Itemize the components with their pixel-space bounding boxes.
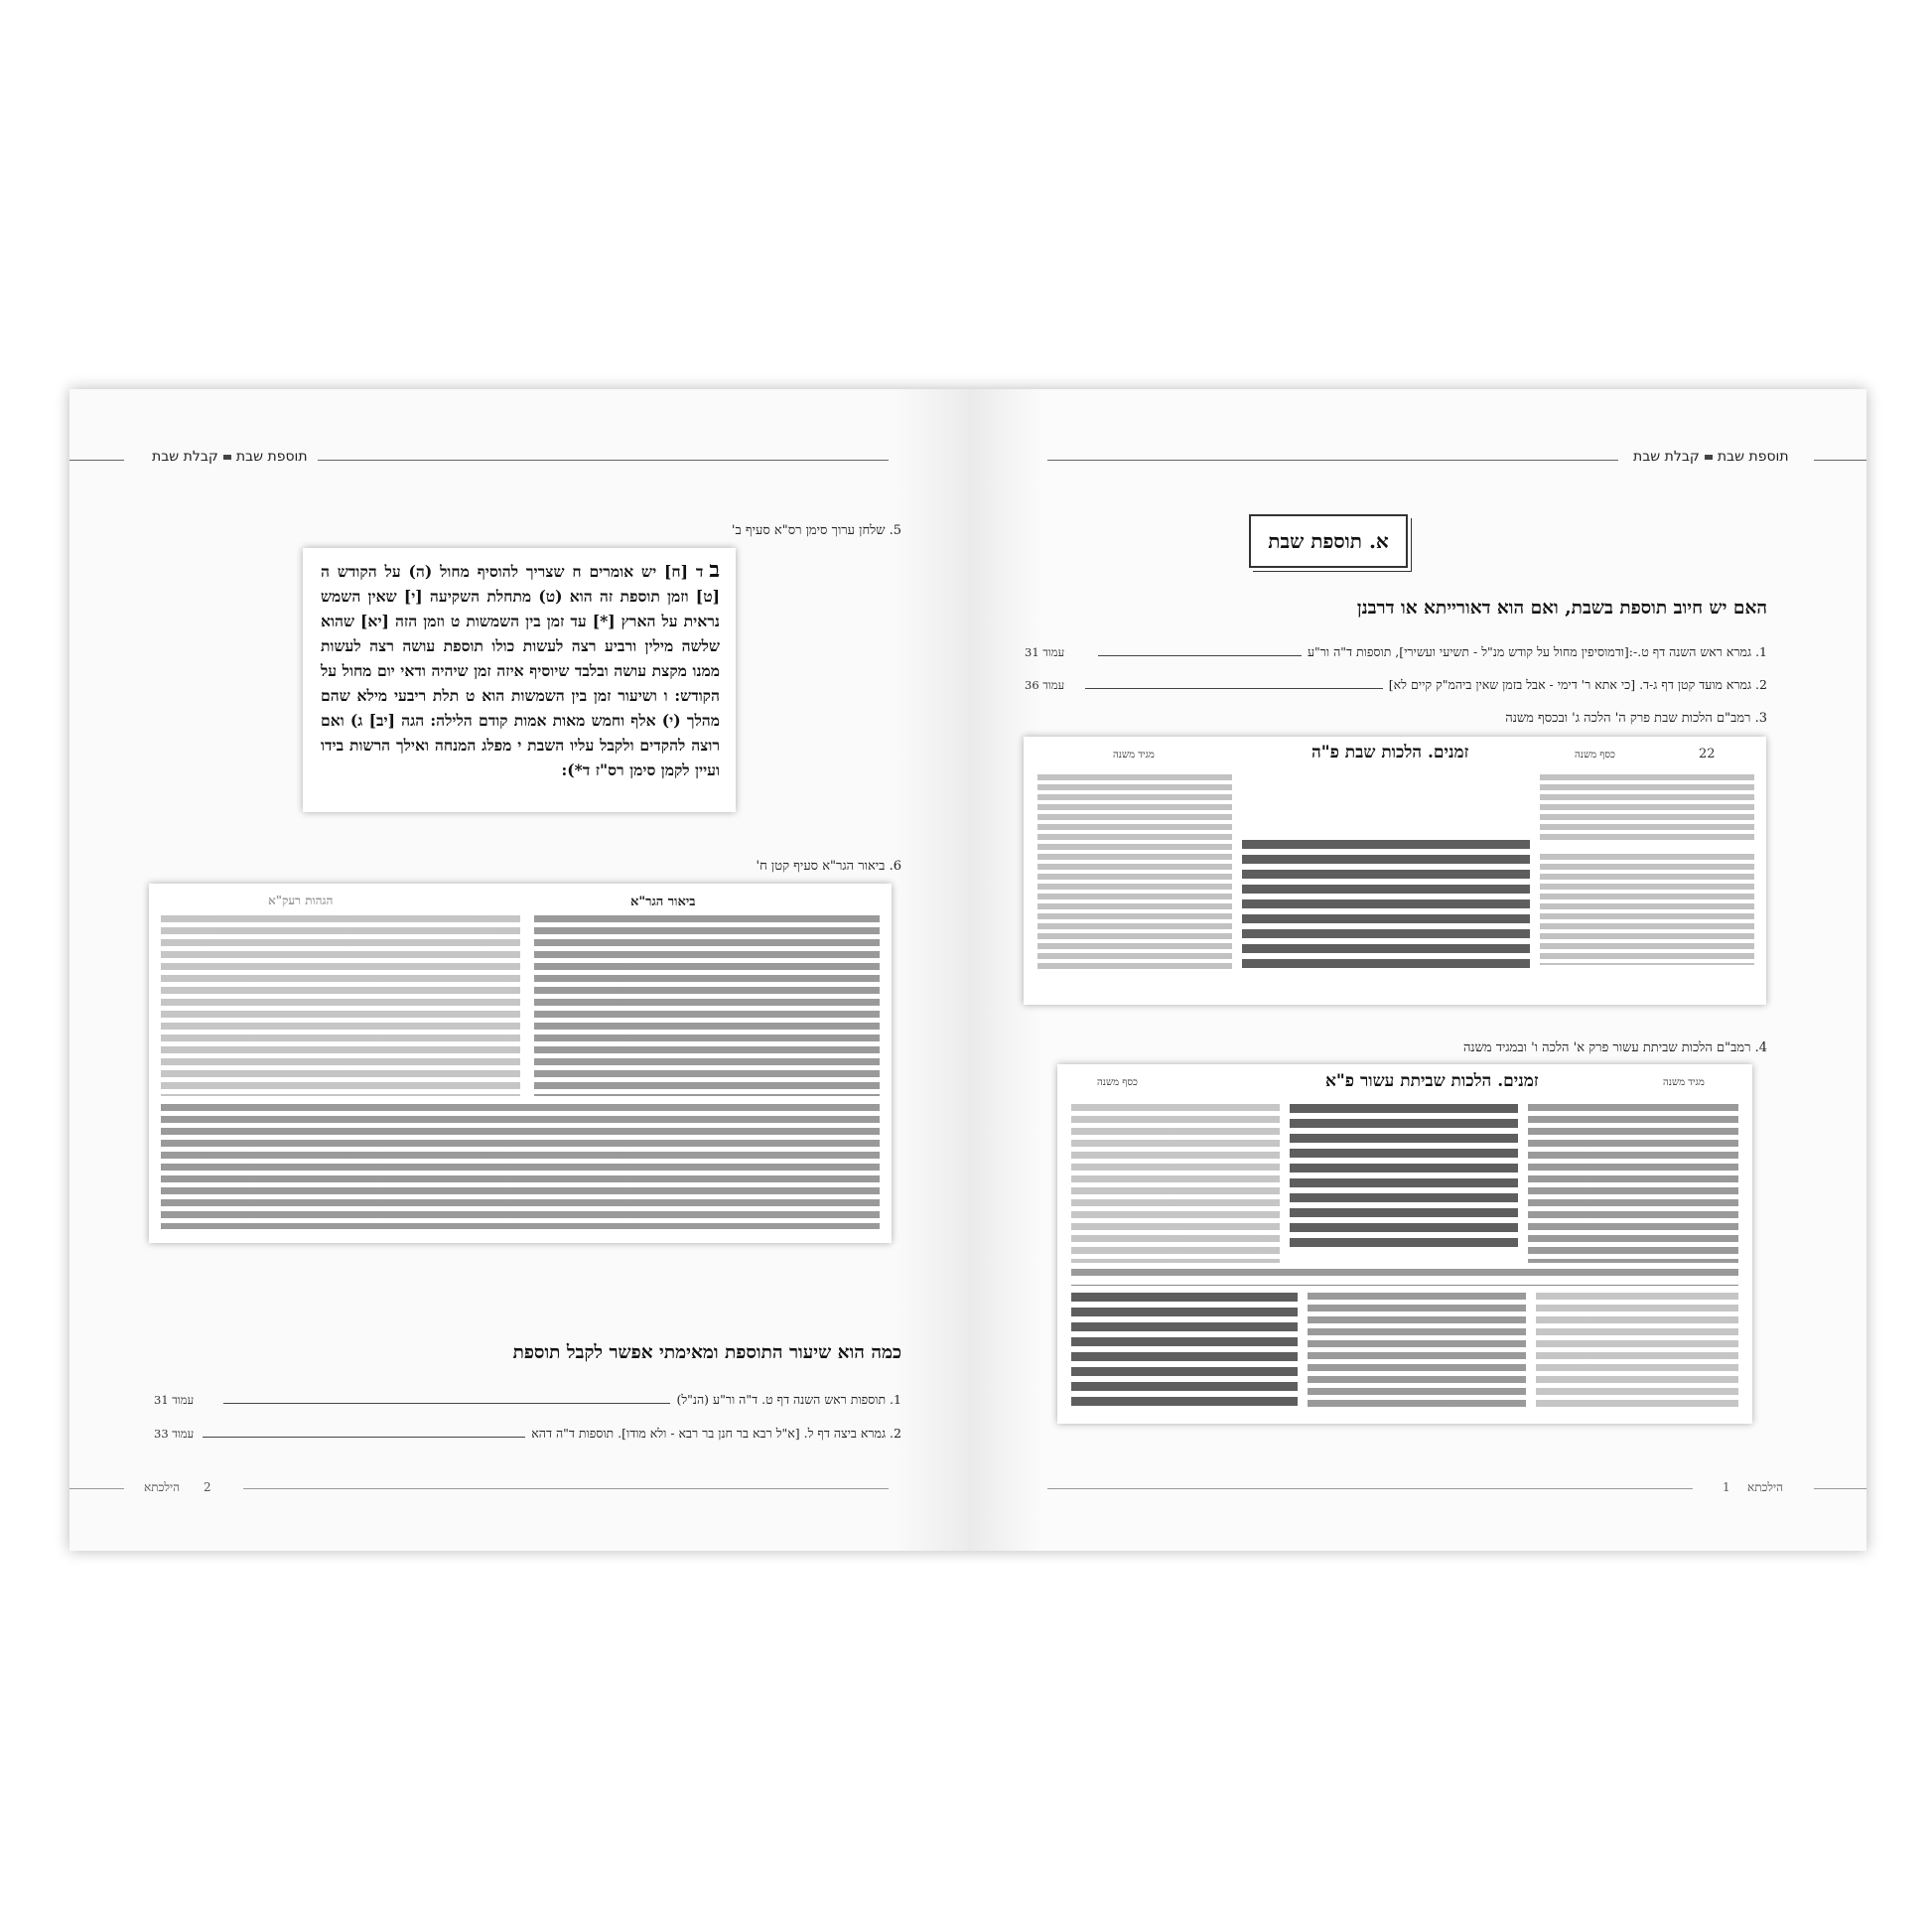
header-title: תוספת שבת <box>235 449 308 465</box>
kesef-mishneh-text <box>1540 774 1754 842</box>
rambam1-page-number: 22 <box>1699 747 1716 761</box>
footer-rule <box>1047 1488 1693 1489</box>
section2-title: כמה הוא שיעור התוספת ומאימתי אפשר לקבל תוספת <box>512 1342 901 1363</box>
header-rule <box>318 460 889 461</box>
rambam-main-text <box>1242 840 1530 969</box>
rambam2-maggid-label: מגיד משנה <box>1663 1077 1705 1088</box>
right-q2-amud: עמוד 36 <box>1025 678 1065 692</box>
left-footer-title: הילכתא <box>144 1480 181 1494</box>
hagahot-text-block <box>161 915 520 1096</box>
source-label-5: 5. שלחן ערוך סימן רס"א סעיף ב' <box>731 523 901 538</box>
rambam2-commentary-light <box>1536 1293 1738 1410</box>
biur-text-block <box>534 915 880 1096</box>
right-page-number: 1 <box>1723 1480 1730 1494</box>
sa-letter: ב <box>709 557 720 583</box>
rambam2-divider <box>1071 1285 1738 1286</box>
right-footer-title: הילכתא <box>1747 1480 1784 1494</box>
running-header <box>152 449 308 465</box>
footer-rule <box>69 1488 124 1489</box>
rambam1-title: זמנים. הלכות שבת פ"ה <box>1311 743 1469 762</box>
left-q2-text: 2. גמרא ביצה דף ל. [א"ל רבא בר חנן בר רבא - ולא מודו]. תוספות ד"ה דהא <box>531 1426 901 1441</box>
rambam1-kesef-label: כסף משנה <box>1575 750 1615 760</box>
section-title-box: א. תוספת שבת <box>1249 514 1408 568</box>
shulchan-aruch-text <box>321 558 720 782</box>
sa-body: ד [ח] יש אומרים ח שצריך להוסיף מחול (ה) על הקודש ה [ט] וזמן תוספת זה הוא (ט) מתחלת השקיעה [י] שאין השמש נראית על הארץ [*] עד זמן בין השמשות ט וזמן הזה [יא] שהוא שלשה מילין ורביע רצה לעשות כולו תוספת עושה רצה לעשות ממנו מקצת עושה ובלבד שיוסיף איזה זמן שיהיה ודאי יום מחול על הקודש: ו ושיעור זמן בין השמשות הוא ט תלת ריבעי מילא שהם מהלך (י) אלף וחמש מאות אמות קודם הלילה: הגה [יב] ג) ואם רוצה להקדים ולקבל עליו השבת י מפלג המנחה ואילך הרשות בידו ועיין לקמן סימן רס"ז ד*): <box>321 562 720 779</box>
book-spread <box>69 389 1866 1551</box>
rambam-shevitat-asor-excerpt <box>1057 1064 1752 1424</box>
rambam-main-text <box>1290 1104 1518 1253</box>
rambam2-commentary-bold <box>1071 1293 1298 1410</box>
header-title: תוספת שבת <box>1717 449 1789 465</box>
maggid-mishneh-text <box>1528 1104 1738 1263</box>
rambam2-title: זמנים. הלכות שביתת עשור פ"א <box>1325 1071 1539 1091</box>
source-label-3: 3. רמב"ם הלכות שבת פרק ה' הלכה ג' ובכסף משנה <box>1505 711 1767 726</box>
header-separator <box>223 455 231 460</box>
right-q1-amud: עמוד 31 <box>1025 645 1065 659</box>
footer-rule <box>1814 1488 1866 1489</box>
left-q2-amud: עמוד 33 <box>154 1427 195 1441</box>
header-rule <box>69 460 124 461</box>
left-page <box>69 389 968 1551</box>
question-title: האם יש חיוב תוספת בשבת, ואם הוא דאורייתא או דרבנן <box>1356 598 1767 619</box>
hagahot-title: הגהות רעק"א <box>268 894 334 907</box>
running-header <box>1633 449 1789 465</box>
rambam2-kesef-label: כסף משנה <box>1097 1077 1138 1088</box>
source-label-6: 6. ביאור הגר"א סעיף קטן ח' <box>756 859 901 874</box>
left-q1-amud: עמוד 31 <box>154 1393 195 1407</box>
biur-continuation-block <box>161 1104 880 1229</box>
kesef-mishneh-text <box>1071 1104 1280 1263</box>
right-q1-text: 1. גמרא ראש השנה דף ט.-:[ודמוסיפין מחול על קודש מנ"ל - תשיעי ועשירי], תוספות ד"ה ור"ע <box>1307 644 1767 659</box>
right-question-2 <box>1087 677 1767 693</box>
left-question-1 <box>268 1392 901 1408</box>
header-section: קבלת שבת <box>1633 449 1700 465</box>
right-q2-text: 2. גמרא מועד קטן דף ג-ד. [כי אתא ר' דימי - אבל בזמן שאין ביהמ"ק קיים לא] <box>1388 677 1767 692</box>
footer-rule <box>243 1488 889 1489</box>
left-q1-text: 1. תוספות ראש השנה דף ט. ד"ה ור"ע (הנ"ל) <box>676 1392 901 1407</box>
header-rule <box>1814 460 1866 461</box>
rambam-shabbat-excerpt <box>1024 737 1766 1005</box>
left-page-number: 2 <box>204 1480 211 1494</box>
kesef-mishneh-text <box>1540 854 1754 965</box>
right-question-1 <box>1087 644 1767 660</box>
rambam1-maggid-label: מגיד משנה <box>1113 750 1155 760</box>
biur-title: ביאור הגר"א <box>630 895 696 909</box>
shulchan-aruch-excerpt <box>303 548 736 812</box>
header-section: קבלת שבת <box>152 449 218 465</box>
biur-hagra-excerpt <box>149 884 892 1243</box>
header-rule <box>1047 460 1618 461</box>
left-question-2 <box>199 1426 901 1442</box>
header-separator <box>1705 455 1713 460</box>
rambam2-note-line <box>1071 1269 1738 1279</box>
right-page <box>968 389 1866 1551</box>
maggid-mishneh-text <box>1037 774 1232 969</box>
source-label-4: 4. רמב"ם הלכות שביתת עשור פרק א' הלכה ו' ובמגיד משנה <box>1462 1040 1767 1055</box>
rambam2-commentary <box>1308 1293 1526 1410</box>
